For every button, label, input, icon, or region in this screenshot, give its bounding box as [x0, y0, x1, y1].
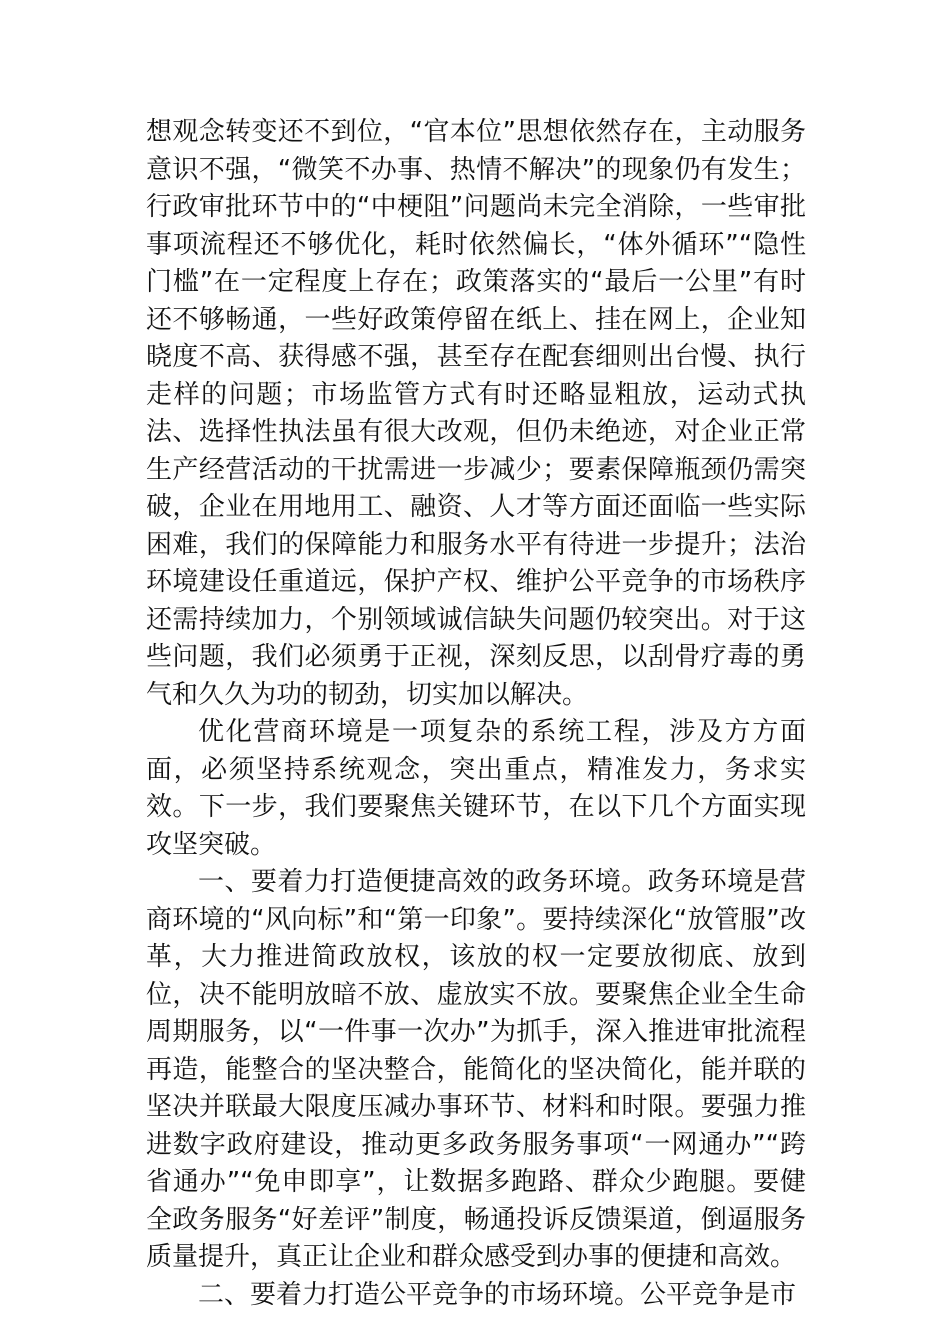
paragraph-section-1: 一、要着力打造便捷高效的政务环境。政务环境是营商环境的“风向标”和“第一印象”。要持续深化“放管服”改革，大力推进简政放权，该放的权一定要放彻底、放到位，决不能明放暗不放、虚放实不放。要聚焦企业全生命周期服务，以“一件事一次办”为抓手，深入推进审批流程再造，能整合的坚决整合，能简化的坚决简化，能并联的坚决并联最大限度压减办事环节、材料和时限。要强力推进数字政府建设，推动更多政务服务事项“一网通办”“跨省通办”“免申即享”，让数据多跑路、群众少跑腿。要健全政务服务“好差评”制度，畅通投诉反馈渠道，倒逼服务质量提升，真正让企业和群众感受到办事的便捷和高效。: [146, 867, 806, 1272]
paragraph-overview: 优化营商环境是一项复杂的系统工程，涉及方方面面，必须坚持系统观念，突出重点，精准发力，务求实效。下一步，我们要聚焦关键环节，在以下几个方面实现攻坚突破。: [146, 717, 806, 860]
paragraph-section-2: 二、要着力打造公平竞争的市场环境。公平竞争是市: [198, 1279, 797, 1310]
paragraph-continued: 想观念转变还不到位，“官本位”思想依然存在，主动服务意识不强，“微笑不办事、热情不解决”的现象仍有发生；行政审批环节中的“中梗阻”问题尚未完全消除，一些审批事项流程还不够优化，耗时依然偏长，“体外循环”“隐性门槛”在一定程度上存在；政策落实的“最后一公里”有时还不够畅通，一些好政策停留在纸上、挂在网上，企业知晓度不高、获得感不强，甚至存在配套细则出台慢、执行走样的问题；市场监管方式有时还略显粗放，运动式执法、选择性执法虽有很大改观，但仍未绝迹，对企业正常生产经营活动的干扰需进一步减少；要素保障瓶颈仍需突破，企业在用地用工、融资、人才等方面还面临一些实际困难，我们的保障能力和服务水平有待进一步提升；法治环境建设任重道远，保护产权、维护公平竞争的市场秩序还需持续加力，个别领域诚信缺失问题仍较突出。对于这些问题，我们必须勇于正视，深刻反思，以刮骨疗毒的勇气和久久为功的韧劲，切实加以解决。: [146, 117, 806, 710]
document-body: [146, 114, 806, 1314]
